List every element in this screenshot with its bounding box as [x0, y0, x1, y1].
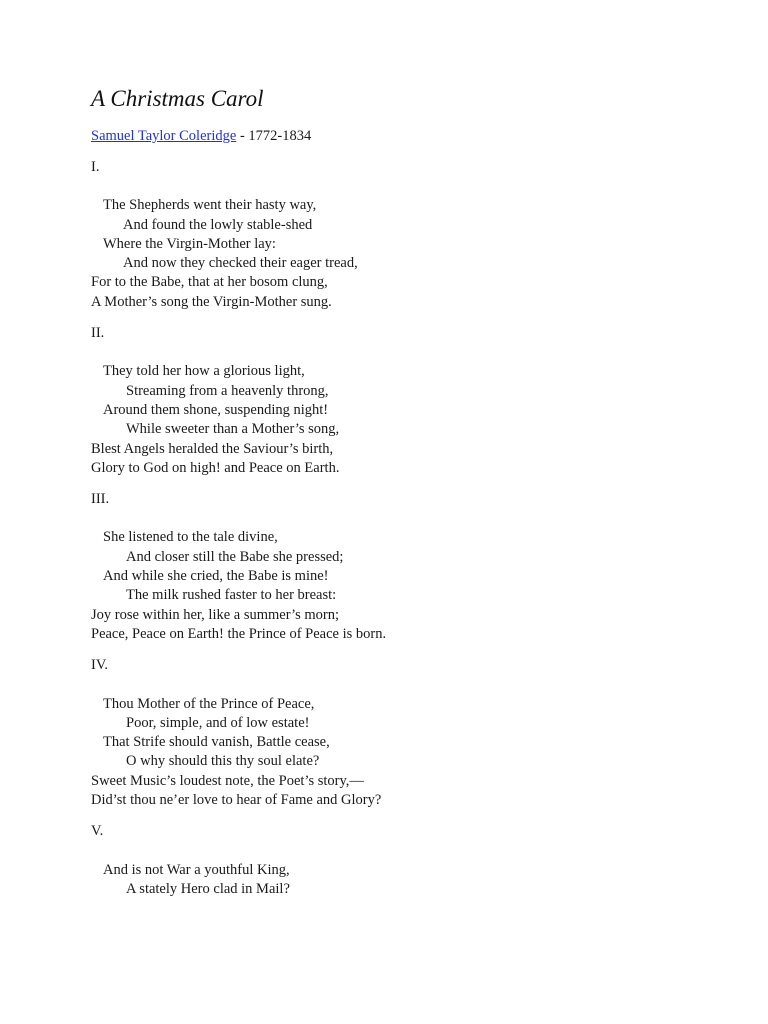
stanza-numeral: IV. [91, 657, 109, 674]
poem-line: O why should this thy soul elate? [126, 753, 320, 770]
stanza-5 [91, 822, 731, 899]
author-dates: - 1772-1834 [236, 128, 312, 144]
stanza-1 [91, 158, 731, 312]
stanza-3 [91, 490, 731, 644]
stanza-numeral: III. [91, 491, 110, 508]
byline [91, 126, 731, 146]
poem-line: Around them shone, suspending night! [103, 401, 329, 418]
poem-line: That Strife should vanish, Battle cease, [103, 734, 330, 751]
poem-line: And found the lowly stable-shed [123, 216, 313, 233]
poem-line: The Shepherds went their hasty way, [103, 197, 317, 214]
poem-line: A Mother’s song the Virgin-Mother sung. [91, 293, 332, 310]
stanza-lines [91, 695, 731, 811]
stanza-lines [91, 362, 731, 478]
stanza-lines [91, 861, 731, 900]
poem-line: Joy rose within her, like a summer’s morn; [91, 606, 340, 623]
poem-line: For to the Babe, that at her bosom clung, [91, 274, 328, 291]
poem-line: Peace, Peace on Earth! the Prince of Peace is born. [91, 625, 387, 642]
stanza-2 [91, 324, 731, 478]
poem-line: And is not War a youthful King, [103, 861, 290, 878]
stanza-numeral: II. [91, 325, 105, 342]
stanza-numeral: V. [91, 823, 104, 840]
poem-line: She listened to the tale divine, [103, 529, 278, 546]
poem-line: Where the Virgin-Mother lay: [103, 235, 276, 252]
stanza-4 [91, 656, 731, 810]
author-link[interactable]: Samuel Taylor Coleridge [91, 128, 237, 144]
poem-line: And closer still the Babe she pressed; [126, 548, 344, 565]
poem-line: Did’st thou ne’er love to hear of Fame and Glory? [91, 792, 382, 809]
poem-line: A stately Hero clad in Mail? [126, 880, 290, 897]
poem-line: Streaming from a heavenly throng, [126, 382, 329, 399]
poem-line: Sweet Music’s loudest note, the Poet’s story,— [91, 772, 364, 789]
poem-title: A Christmas Carol [91, 86, 264, 111]
poem-line: They told her how a glorious light, [103, 363, 305, 380]
poem-page [91, 84, 731, 899]
poem-line: Blest Angels heralded the Saviour’s birth, [91, 440, 334, 457]
poem-line: And now they checked their eager tread, [123, 255, 358, 272]
poem-line: And while she cried, the Babe is mine! [103, 568, 329, 585]
poem-line: The milk rushed faster to her breast: [126, 587, 337, 604]
stanza-lines [91, 196, 731, 312]
poem-line: Thou Mother of the Prince of Peace, [103, 695, 315, 712]
stanza-numeral: I. [91, 159, 100, 175]
poem-line: Poor, simple, and of low estate! [126, 714, 310, 731]
poem-line: Glory to God on high! and Peace on Earth. [91, 459, 340, 476]
poem-line: While sweeter than a Mother’s song, [126, 421, 340, 438]
stanza-lines [91, 528, 731, 644]
